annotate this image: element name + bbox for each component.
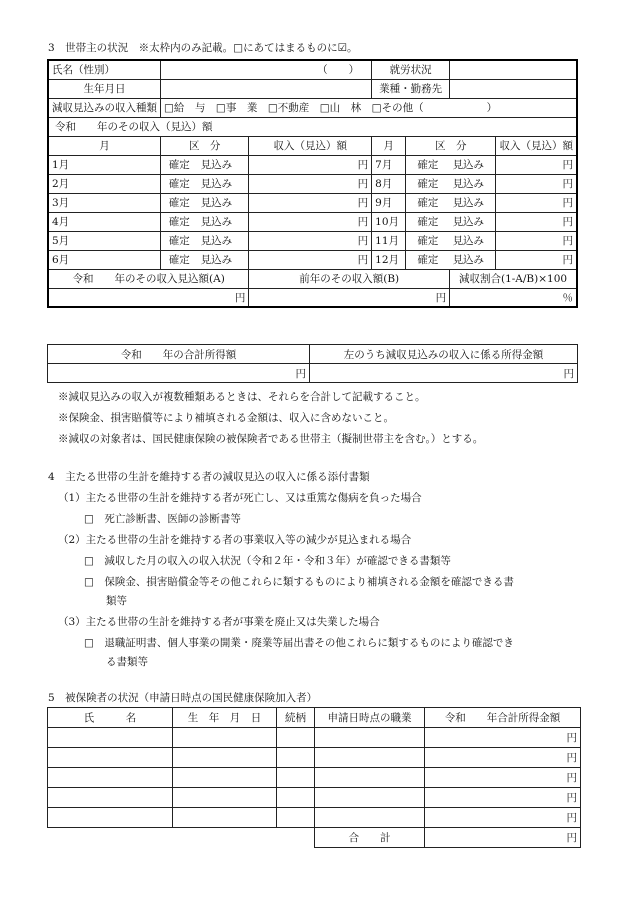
amount-field[interactable]: 円 xyxy=(249,250,372,269)
job-label: 業種・勤務先 xyxy=(372,79,450,98)
insured-name-field[interactable] xyxy=(48,728,173,748)
related-income-field[interactable]: 円 xyxy=(310,364,578,383)
case-2: （2）主たる世帯の生計を維持する者の事業収入等の減少が見込まれる場合 xyxy=(58,534,412,546)
month-cell: 3月 xyxy=(48,193,161,212)
amount-field[interactable]: 円 xyxy=(249,193,372,212)
insured-rel-field[interactable] xyxy=(277,808,315,828)
insured-job-field[interactable] xyxy=(315,808,425,828)
case-1: （1）主たる世帯の生計を維持する者が死亡し、又は重篤な傷病を負った場合 xyxy=(58,492,422,504)
month-cell: 8月 xyxy=(372,174,406,193)
case-2-doc-b[interactable]: □ 保険金、損害賠償金等その他これらに類するものにより補填される金額を確認できる書 xyxy=(84,576,514,588)
insured-income-header: 令和 年合計所得金額 xyxy=(425,708,581,728)
insured-row xyxy=(48,808,581,828)
insured-income-field[interactable]: 円 xyxy=(425,748,581,768)
insured-total-field[interactable]: 円 xyxy=(425,828,581,848)
amount-field[interactable]: 円 xyxy=(496,174,577,193)
case-1-doc[interactable]: □ 死亡診断書、医師の診断書等 xyxy=(84,513,241,525)
month-header: 月 xyxy=(372,136,406,155)
insured-rel-header: 続柄 xyxy=(277,708,315,728)
job-field[interactable] xyxy=(450,79,577,98)
case-3-doc-cont: る書類等 xyxy=(106,656,148,668)
insured-dob-field[interactable] xyxy=(173,768,277,788)
month-cell: 12月 xyxy=(372,250,406,269)
insured-name-header: 氏 名 xyxy=(48,708,173,728)
case-2-doc-b-cont: 類等 xyxy=(106,595,127,607)
insured-job-header: 申請日時点の職業 xyxy=(315,708,425,728)
insured-dob-field[interactable] xyxy=(173,788,277,808)
mikomi-option[interactable]: 見込み xyxy=(450,250,496,269)
mikomi-option[interactable]: 見込み xyxy=(450,212,496,231)
mikomi-option[interactable]: 見込み xyxy=(450,231,496,250)
kubun-header: 区 分 xyxy=(406,136,496,155)
case-3: （3）主たる世帯の生計を維持する者が事業を廃止又は失業した場合 xyxy=(58,616,380,628)
month-cell: 9月 xyxy=(372,193,406,212)
amount-field[interactable]: 円 xyxy=(496,193,577,212)
dob-field[interactable] xyxy=(161,79,372,98)
kakutei-option[interactable]: 確定 xyxy=(161,250,198,269)
kakutei-option[interactable]: 確定 xyxy=(406,231,450,250)
insured-income-field[interactable]: 円 xyxy=(425,728,581,748)
ratio-label: 減収割合(1-A/B)×100 xyxy=(450,269,577,288)
month-cell: 1月 xyxy=(48,155,161,174)
amount-field[interactable]: 円 xyxy=(496,250,577,269)
insured-row xyxy=(48,728,581,748)
insured-rel-field[interactable] xyxy=(277,788,315,808)
kakutei-option[interactable]: 確定 xyxy=(161,193,198,212)
total-income-label: 令和 年の合計所得額 xyxy=(48,345,310,364)
month-cell: 5月 xyxy=(48,231,161,250)
mikomi-option[interactable]: 見込み xyxy=(450,174,496,193)
insured-dob-field[interactable] xyxy=(173,808,277,828)
month-row xyxy=(48,174,577,193)
kubun-header: 区 分 xyxy=(161,136,249,155)
month-cell: 11月 xyxy=(372,231,406,250)
insured-name-field[interactable] xyxy=(48,768,173,788)
kakutei-option[interactable]: 確定 xyxy=(161,155,198,174)
insured-table xyxy=(47,707,581,848)
mikomi-option[interactable]: 見込み xyxy=(450,155,496,174)
insured-income-field[interactable]: 円 xyxy=(425,788,581,808)
mikomi-option[interactable]: 見込み xyxy=(198,155,249,174)
note-3: ※減収の対象者は、国民健康保険の被保険者である世帯主（擬制世帯主を含む。）とする。 xyxy=(58,433,484,445)
insured-job-field[interactable] xyxy=(315,788,425,808)
amount-field[interactable]: 円 xyxy=(496,212,577,231)
amount-field[interactable]: 円 xyxy=(249,174,372,193)
work-status-label: 就労状況 xyxy=(372,60,450,79)
mikomi-option[interactable]: 見込み xyxy=(198,174,249,193)
month-row xyxy=(48,155,577,174)
section5-title: 5 被保険者の状況（申請日時点の国民健康保険加入者） xyxy=(48,692,318,704)
ratio-field[interactable]: ％ xyxy=(450,288,577,307)
kakutei-option[interactable]: 確定 xyxy=(406,250,450,269)
amount-field[interactable]: 円 xyxy=(496,231,577,250)
insured-row xyxy=(48,768,581,788)
insured-name-field[interactable] xyxy=(48,748,173,768)
month-cell: 6月 xyxy=(48,250,161,269)
insured-dob-field[interactable] xyxy=(173,748,277,768)
kakutei-option[interactable]: 確定 xyxy=(161,174,198,193)
mikomi-option[interactable]: 見込み xyxy=(450,193,496,212)
case-2-doc-a[interactable]: □ 減収した月の収入の収入状況（令和２年・令和３年）が確認できる書類等 xyxy=(84,555,451,567)
income-type-options[interactable]: □給 与 □事 業 □不動産 □山 林 □その他（ ） xyxy=(161,98,578,117)
insured-rel-field[interactable] xyxy=(277,728,315,748)
work-status-field[interactable] xyxy=(450,60,577,79)
mikomi-option[interactable]: 見込み xyxy=(198,231,249,250)
amount-header: 収入（見込）額 xyxy=(496,136,577,155)
insured-name-field[interactable] xyxy=(48,788,173,808)
insured-income-field[interactable]: 円 xyxy=(425,768,581,788)
householder-table xyxy=(47,59,578,308)
insured-rel-field[interactable] xyxy=(277,748,315,768)
kakutei-option[interactable]: 確定 xyxy=(406,193,450,212)
a-field[interactable]: 円 xyxy=(48,288,249,307)
kakutei-option[interactable]: 確定 xyxy=(406,155,450,174)
gender-paren: （ ） xyxy=(317,64,360,77)
mikomi-option[interactable]: 見込み xyxy=(198,250,249,269)
month-row xyxy=(48,212,577,231)
month-cell: 2月 xyxy=(48,174,161,193)
section4-title: 4 主たる世帯の生計を維持する者の減収見込の収入に係る添付書類 xyxy=(48,471,370,483)
insured-income-field[interactable]: 円 xyxy=(425,808,581,828)
a-label: 令和 年のその収入見込額(A) xyxy=(48,269,249,288)
insured-job-field[interactable] xyxy=(315,768,425,788)
insured-total-label: 合 計 xyxy=(315,828,425,848)
amount-field[interactable]: 円 xyxy=(249,155,372,174)
amount-field[interactable]: 円 xyxy=(496,155,577,174)
related-income-label: 左のうち減収見込みの収入に係る所得金額 xyxy=(310,345,578,364)
kakutei-option[interactable]: 確定 xyxy=(161,231,198,250)
case-3-doc[interactable]: □ 退職証明書、個人事業の開業・廃業等届出書その他これらに類するものにより確認でき xyxy=(84,637,514,649)
kakutei-option[interactable]: 確定 xyxy=(161,212,198,231)
b-field[interactable]: 円 xyxy=(249,288,450,307)
month-row xyxy=(48,231,577,250)
amount-header: 収入（見込）額 xyxy=(249,136,372,155)
dob-label: 生年月日 xyxy=(48,79,161,98)
b-label: 前年のその収入額(B) xyxy=(249,269,450,288)
month-cell: 10月 xyxy=(372,212,406,231)
insured-dob-header: 生 年 月 日 xyxy=(173,708,277,728)
insured-row xyxy=(48,788,581,808)
insured-job-field[interactable] xyxy=(315,728,425,748)
month-header: 月 xyxy=(48,136,161,155)
insured-job-field[interactable] xyxy=(315,748,425,768)
kakutei-option[interactable]: 確定 xyxy=(406,212,450,231)
month-row xyxy=(48,193,577,212)
insured-dob-field[interactable] xyxy=(173,728,277,748)
insured-name-field[interactable] xyxy=(48,808,173,828)
amount-field[interactable]: 円 xyxy=(249,231,372,250)
mikomi-option[interactable]: 見込み xyxy=(198,193,249,212)
note-2: ※保険金、損害賠償等により補填される金額は、収入に含めないこと。 xyxy=(58,412,394,424)
month-cell: 4月 xyxy=(48,212,161,231)
insured-row xyxy=(48,748,581,768)
section3-title: 3 世帯主の状況 ※太枠内のみ記載。□にあてはまるものに☑。 xyxy=(48,42,358,54)
name-field[interactable] xyxy=(161,60,372,79)
total-income-table xyxy=(47,344,578,383)
month-cell: 7月 xyxy=(372,155,406,174)
mikomi-option[interactable]: 見込み xyxy=(198,212,249,231)
amount-field[interactable]: 円 xyxy=(249,212,372,231)
name-label: 氏名（性別） xyxy=(48,60,161,79)
month-row xyxy=(48,250,577,269)
year-income-label: 令和 年のその収入（見込）額 xyxy=(48,117,577,136)
note-1: ※減収見込みの収入が複数種類あるときは、それらを合計して記載すること。 xyxy=(58,391,426,403)
kakutei-option[interactable]: 確定 xyxy=(406,174,450,193)
income-type-label: 減収見込みの収入種類 xyxy=(48,98,161,117)
insured-rel-field[interactable] xyxy=(277,768,315,788)
total-income-field[interactable]: 円 xyxy=(48,364,310,383)
